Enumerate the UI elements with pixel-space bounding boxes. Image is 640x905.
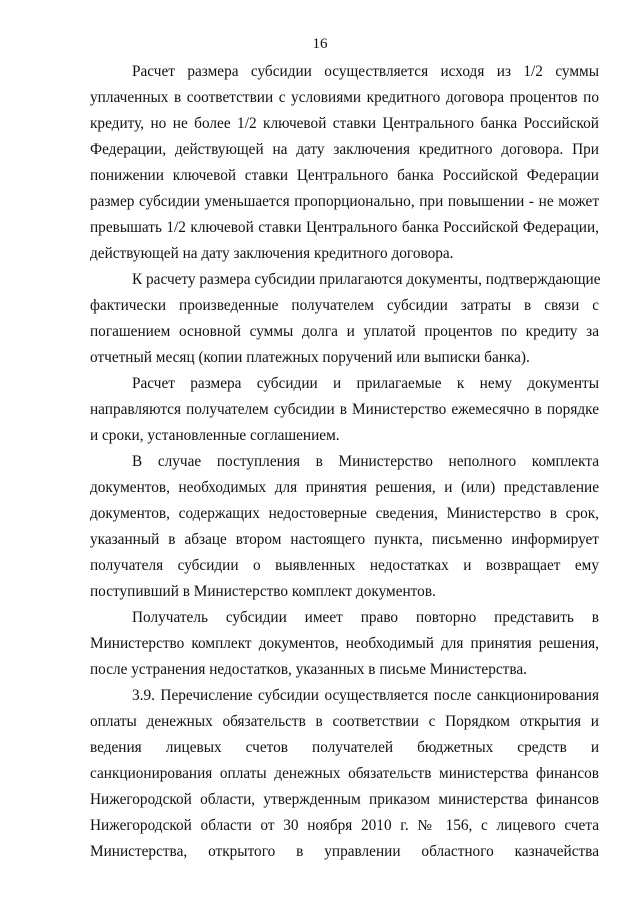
text-line: и сроки, установленные соглашением. bbox=[90, 427, 340, 444]
text-line: поступивший в Министерство комплект документов. bbox=[90, 583, 436, 600]
text-line: Расчет размера субсидии и прилагаемые к нему документы bbox=[132, 375, 599, 392]
text-line: санкционирования оплаты денежных обязательств министерства финансов bbox=[90, 765, 599, 782]
text-line: фактически произведенные получателем субсидии затраты в связи с bbox=[90, 297, 599, 314]
page-number: 16 bbox=[312, 36, 328, 52]
text-line: документов, содержащих недостоверные сведения, Министерство в срок, bbox=[90, 505, 599, 522]
text-line: Расчет размера субсидии осуществляется исходя из 1/2 суммы bbox=[132, 63, 599, 80]
text-line: ведения лицевых счетов получателей бюджетных средств и bbox=[90, 739, 599, 756]
text-line: уплаченных в соответствии с условиями кредитного договора процентов по bbox=[90, 89, 599, 106]
text-line: превышать 1/2 ключевой ставки Центрального банка Российской Федерации, bbox=[90, 219, 599, 236]
text-line: Нижегородской области от 30 ноября 2010 г. № 156, с лицевого счета bbox=[90, 817, 599, 834]
text-line: действующей на дату заключения кредитного договора. bbox=[90, 245, 454, 262]
text-line: Нижегородской области, утвержденным приказом министерства финансов bbox=[90, 791, 599, 808]
text-line: Министерство комплект документов, необходимый для принятия решения, bbox=[90, 635, 599, 652]
text-line: 3.9. Перечисление субсидии осуществляется после санкционирования bbox=[132, 687, 599, 704]
text-line: Федерации, действующей на дату заключения кредитного договора. При bbox=[90, 141, 599, 158]
text-line: после устранения недостатков, указанных в письме Министерства. bbox=[90, 661, 527, 678]
text-line: кредиту, но не более 1/2 ключевой ставки Центрального банка Российской bbox=[90, 115, 599, 132]
text-line: отчетный месяц (копии платежных поручений или выписки банка). bbox=[90, 349, 530, 366]
text-line: получателя субсидии о выявленных недостатках и возвращает ему bbox=[90, 557, 599, 574]
text-line: оплаты денежных обязательств в соответствии с Порядком открытия и bbox=[90, 713, 599, 730]
text-line: понижении ключевой ставки Центрального банка Российской Федерации bbox=[90, 167, 599, 184]
text-line: направляются получателем субсидии в Министерство ежемесячно в порядке bbox=[90, 401, 599, 418]
text-line: Получатель субсидии имеет право повторно представить в bbox=[132, 609, 599, 626]
text-line: В случае поступления в Министерство неполного комплекта bbox=[132, 453, 599, 470]
text-line: К расчету размера субсидии прилагаются документы, подтверждающие bbox=[132, 271, 601, 288]
text-line: погашением основной суммы долга и уплатой процентов по кредиту за bbox=[90, 323, 599, 340]
text-line: указанный в абзаце втором настоящего пункта, письменно информирует bbox=[90, 531, 599, 548]
text-line: документов, необходимых для принятия решения, и (или) представление bbox=[90, 479, 599, 496]
text-line: Министерства, открытого в управлении областного казначейства bbox=[90, 843, 599, 860]
text-line: размер субсидии уменьшается пропорционально, при повышении - не может bbox=[90, 193, 599, 210]
